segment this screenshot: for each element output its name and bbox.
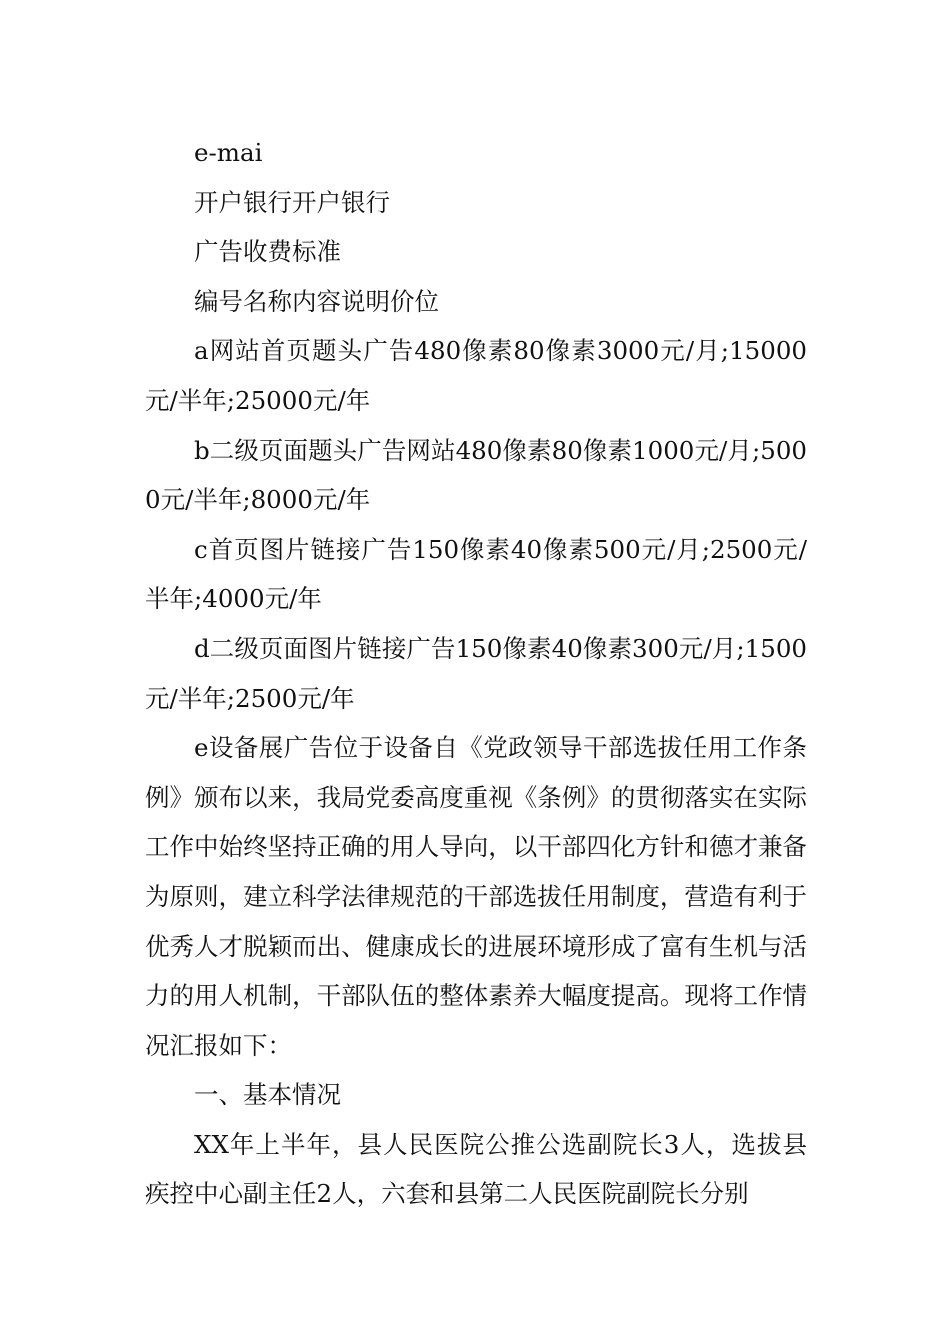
fee-item-a: a网站首页题头广告480像素80像素3000元/月;15000元/半年;25000元/年 xyxy=(145,336,807,415)
bank-label: 开户银行开户银行 xyxy=(194,187,390,217)
fee-item-c: c首页图片链接广告150像素40像素500元/月;2500元/半年;4000元/年 xyxy=(145,534,807,614)
body-paragraph: e设备展广告位于设备自《党政领导干部选拔任用工作条例》颁布以来，我局党委高度重视《条例》的贯彻落实在实际工作中始终坚持正确的用人导向，以干部四化方针和德才兼备为原则，建立科学法律规范的干部选拔任用制度，营造有利于优秀人才脱颖而出、健康成长的进展环境形成了富有生机与活力的用人机制，干部队伍的整体素养大幅度提高。现将工作情况汇报如下： xyxy=(145,733,807,1060)
fee-item-b: b二级页面题头广告网站480像素80像素1000元/月;5000元/半年;8000元/年 xyxy=(145,435,807,515)
fee-table-header: 编号名称内容说明价位 xyxy=(194,286,439,316)
document-page xyxy=(145,128,807,1219)
body-paragraph-2: XX年上半年，县人民医院公推公选副院长3人，选拔县疾控中心副主任2人，六套和县第二人民医院副院长分别 xyxy=(145,1129,807,1209)
email-label: e-mai xyxy=(194,138,263,167)
section-heading: 一、基本情况 xyxy=(194,1080,341,1110)
fee-item-d: d二级页面图片链接广告150像素40像素300元/月;1500元/半年;2500元/年 xyxy=(145,633,807,713)
ad-fee-heading: 广告收费标准 xyxy=(194,237,341,267)
